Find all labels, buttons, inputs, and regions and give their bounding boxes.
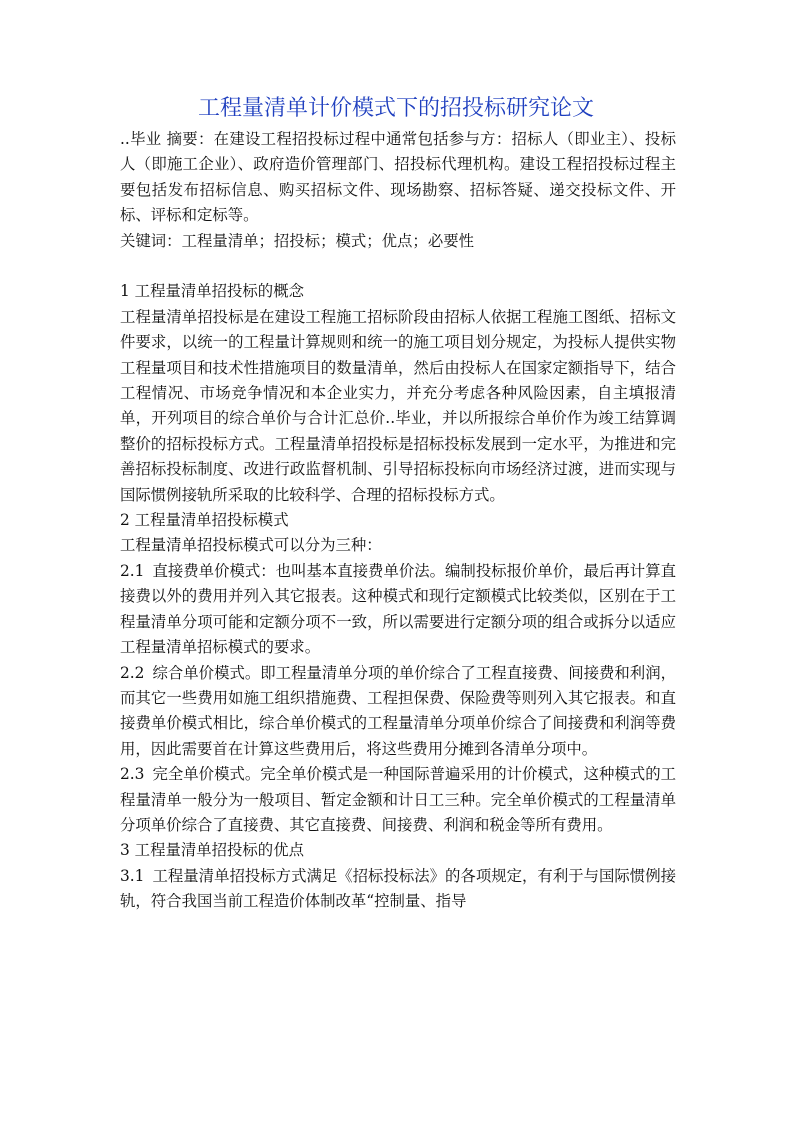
- item-text: 综合单价模式。即工程量清单分项的单价综合了工程直接费、间接费和利润，而其它一些费用如施工组织措施费、工程担保费、保险费等则列入其它报表。和直接费单价模式相比，综合单价模式的工程量清单分项单价综合了间接费和利润等费用，因此需要首在计算这些费用后，将这些费用分摊到各清单分项中。: [120, 663, 676, 758]
- section-2-heading: 2 工程量清单招投标模式: [120, 511, 289, 530]
- keywords-line: 关键词：工程量清单；招投标；模式；优点；必要性: [120, 231, 474, 250]
- section-1-heading: 1 工程量清单招投标的概念: [120, 282, 304, 301]
- item-2-2: [120, 661, 676, 763]
- item-text: 工程量清单招投标方式满足《招标投标法》的各项规定，有利于与国际惯例接轨，符合我国当前工程造价体制改革“控制量、指导: [120, 866, 676, 911]
- section-2-intro: 工程量清单招投标模式可以分为三种：: [120, 536, 382, 555]
- item-2-3: [120, 762, 676, 838]
- item-number: 2.1: [120, 561, 145, 580]
- item-number: 3.1: [120, 866, 145, 885]
- abstract-paragraph: ..毕业 摘要：在建设工程招投标过程中通常包括参与方：招标人（即业主）、投标人（即施工企业）、政府造价管理部门、招投标代理机构。建设工程招投标过程主要包括发布招标信息、购买招标文件、现场勘察、招标答疑、递交投标文件、开标、评标和定标等。: [120, 130, 676, 225]
- item-text: 直接费单价模式：也叫基本直接费单价法。编制投标报价单价，最后再计算直接费以外的费用并列入其它报表。这种模式和现行定额模式比较类似，区别在于工程量清单分项可能和定额分项不一致，所以需要进行定额分项的组合或拆分以适应工程量清单招标模式的要求。: [120, 561, 676, 657]
- item-2-1: [120, 559, 676, 661]
- section-3-heading: 3 工程量清单招投标的优点: [120, 841, 304, 860]
- item-number: 2.2: [120, 663, 145, 682]
- item-number: 2.3: [120, 765, 145, 784]
- item-3-1: [120, 864, 676, 915]
- document-title: 工程量清单计价模式下的招投标研究论文: [197, 96, 594, 121]
- item-text: 完全单价模式。完全单价模式是一种国际普遍采用的计价模式，这种模式的工程量清单一般分为一般项目、暂定金额和计日工三种。完全单价模式的工程量清单分项单价综合了直接费、其它直接费、间接费、利润和税金等所有费用。: [120, 765, 676, 834]
- section-1-paragraph: 工程量清单招投标是在建设工程施工招标阶段由招标人依据工程施工图纸、招标文件要求，以统一的工程量计算规则和统一的施工项目划分规定，为投标人提供实物工程量项目和技术性措施项目的数量清单，然后由投标人在国家定额指导下，结合工程情况、市场竞争情况和本企业实力，并充分考虑各种风险因素，自主填报清单，开列项目的综合单价与合计汇总价..毕业，并以所报综合单价作为竣工结算调整价的招标投标方式。工程量清单招投标是招标投标发展到一定水平，为推进和完善招标投标制度、改进行政监督机制、引导招标投标向市场经济过渡，进而实现与国际惯例接轨所采取的比较科学、合理的招标投标方式。: [120, 307, 676, 504]
- document-body: [120, 127, 676, 915]
- blank-line: [120, 254, 676, 279]
